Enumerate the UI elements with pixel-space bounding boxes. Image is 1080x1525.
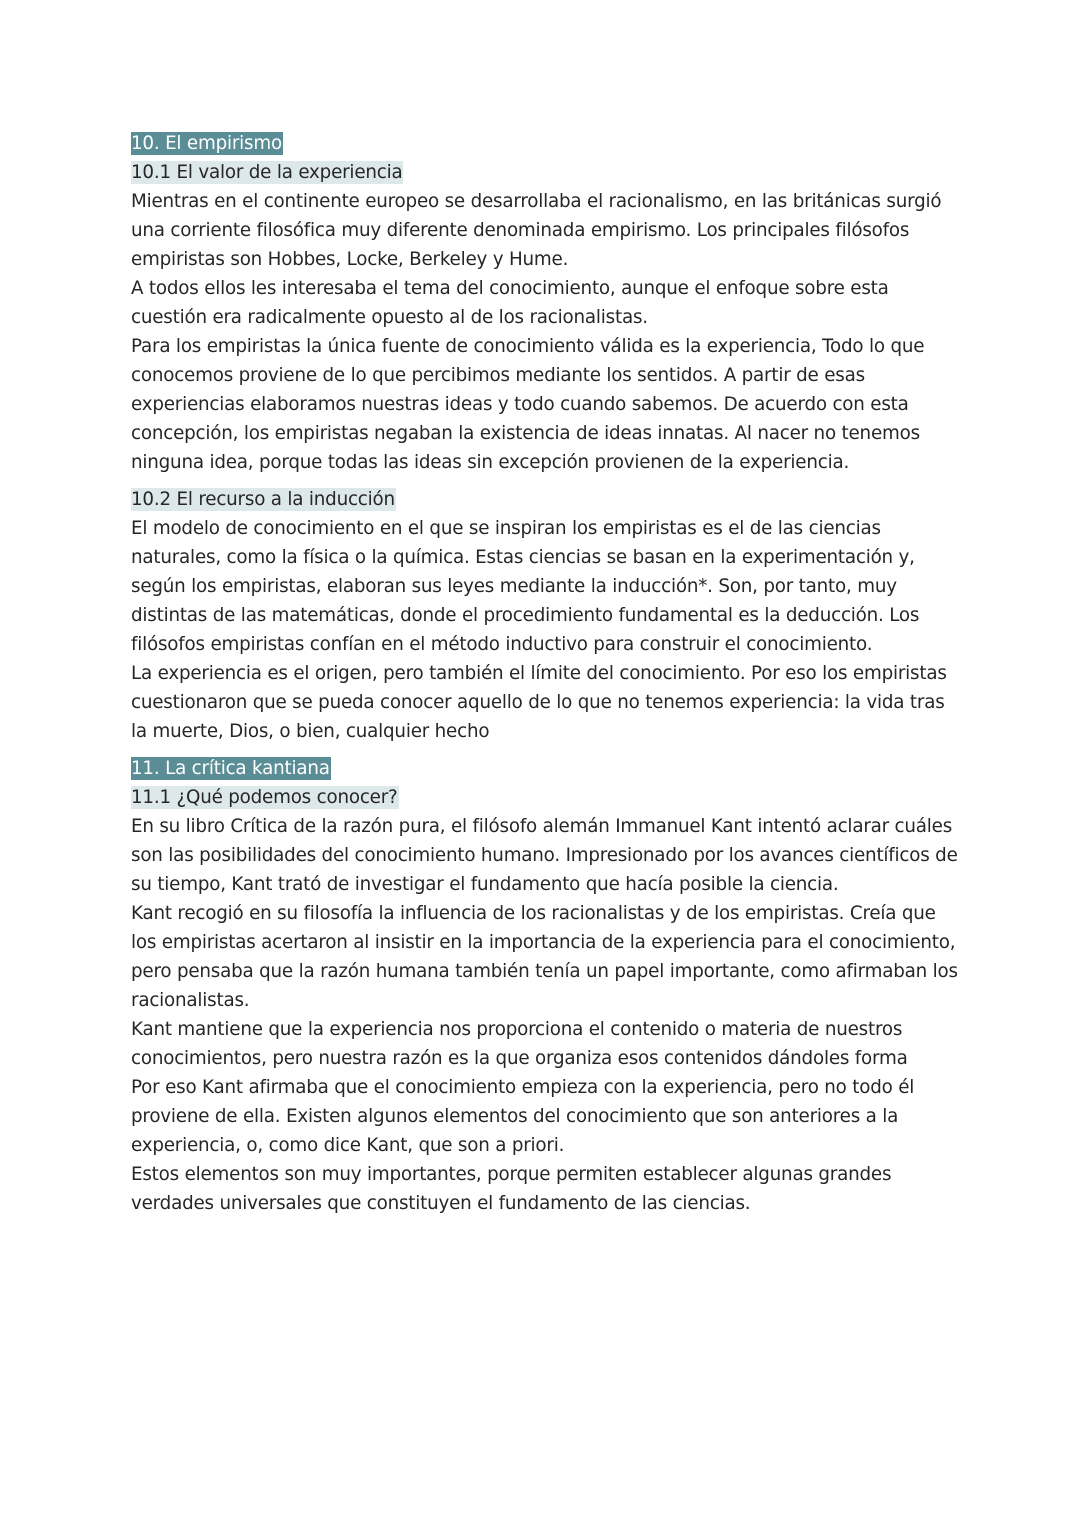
paragraph: Estos elementos son muy importantes, porque permiten establecer algunas grandes verdades universales que constituyen el fundamento de las ciencias. xyxy=(131,1164,892,1214)
paragraph: Para los empiristas la única fuente de conocimiento válida es la experiencia, Todo lo que conocemos proviene de lo que percibimos mediante los sentidos. A partir de esas experiencias elaboramos nuestras ideas y todo cuando sabemos. De acuerdo con esta concepción, los empiristas negaban la existencia de ideas innatas. Al nacer no tenemos ninguna idea, porque todas las ideas sin excepción provienen de la experiencia. xyxy=(131,336,925,473)
subsection-heading-que-podemos-conocer: 11.1 ¿Qué podemos conocer? xyxy=(131,787,398,808)
paragraph: Kant mantiene que la experiencia nos proporciona el contenido o materia de nuestros conocimientos, pero nuestra razón es la que organiza esos contenidos dándoles forma xyxy=(131,1019,908,1069)
document-page xyxy=(131,129,961,1218)
spacer xyxy=(131,746,961,754)
paragraph: El modelo de conocimiento en el que se inspiran los empiristas es el de las ciencias naturales, como la física o la química. Estas ciencias se basan en la experimentación y, según los empiristas, elaboran sus leyes mediante la inducción*. Son, por tanto, muy distintas de las matemáticas, donde el procedimiento fundamental es la deducción. Los filósofos empiristas confían en el método inductivo para construir el conocimiento. xyxy=(131,518,920,655)
paragraph: En su libro Crítica de la razón pura, el filósofo alemán Immanuel Kant intentó aclarar cuáles son las posibilidades del conocimiento humano. Impresionado por los avances científicos de su tiempo, Kant trató de investigar el fundamento que hacía posible la ciencia. xyxy=(131,816,958,895)
spacer xyxy=(131,477,961,485)
subsection-heading-induccion: 10.2 El recurso a la inducción xyxy=(131,489,395,510)
section-heading-critica-kantiana: 11. La crítica kantiana xyxy=(131,758,330,779)
paragraph: Por eso Kant afirmaba que el conocimiento empieza con la experiencia, pero no todo él proviene de ella. Existen algunos elementos del conocimiento que son anteriores a la experiencia, o, como dice Kant, que son a priori. xyxy=(131,1077,915,1156)
paragraph: La experiencia es el origen, pero también el límite del conocimiento. Por eso los empiristas cuestionaron que se pueda conocer aquello de lo que no tenemos experiencia: la vida tras la muerte, Dios, o bien, cualquier hecho xyxy=(131,663,947,742)
subsection-heading-valor-experiencia: 10.1 El valor de la experiencia xyxy=(131,162,403,183)
paragraph: Mientras en el continente europeo se desarrollaba el racionalismo, en las británicas surgió una corriente filosófica muy diferente denominada empirismo. Los principales filósofos empiristas son Hobbes, Locke, Berkeley y Hume. xyxy=(131,191,942,270)
section-heading-empirismo: 10. El empirismo xyxy=(131,133,282,154)
paragraph: Kant recogió en su filosofía la influencia de los racionalistas y de los empiristas. Creía que los empiristas acertaron al insistir en la importancia de la experiencia para el conocimiento, pero pensaba que la razón humana también tenía un papel importante, como afirmaban los racionalistas. xyxy=(131,903,958,1011)
paragraph: A todos ellos les interesaba el tema del conocimiento, aunque el enfoque sobre esta cuestión era radicalmente opuesto al de los racionalistas. xyxy=(131,278,889,328)
